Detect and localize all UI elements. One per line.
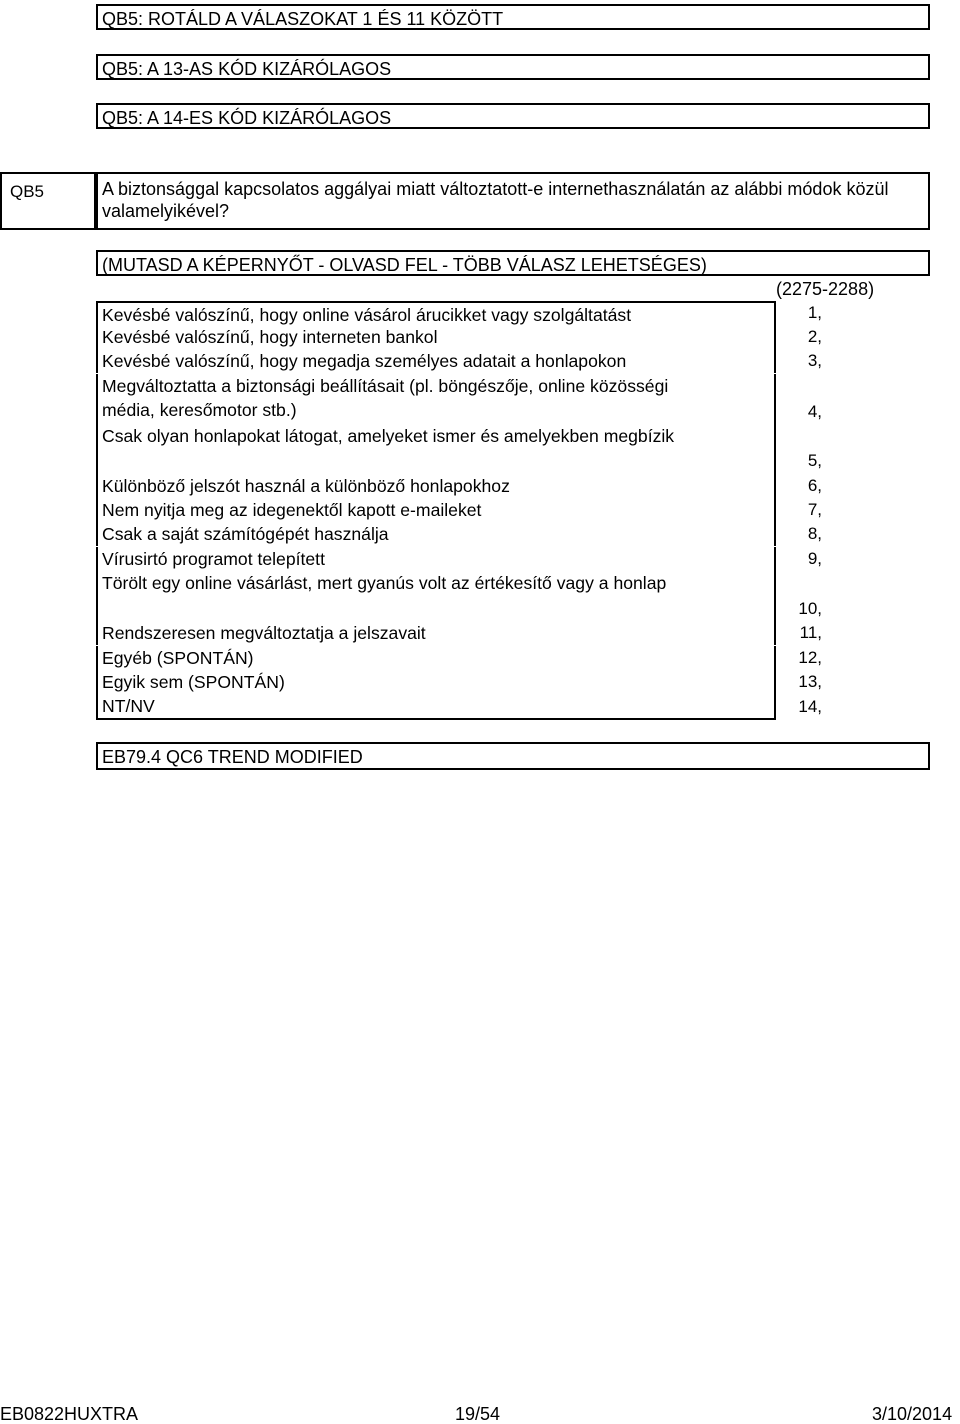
footer-date: 3/10/2014 — [872, 1404, 953, 1424]
option-label: Törölt egy online vásárlást, mert gyanús volt az értékesítő vagy a honlap — [102, 573, 667, 593]
option-label: Egyik sem (SPONTÁN) — [102, 672, 285, 692]
option-3 — [96, 349, 776, 373]
option-code: 1, — [807, 303, 822, 322]
option-code: 2, — [807, 327, 822, 346]
option-11 — [96, 621, 776, 645]
option-label: Kevésbé valószínű, hogy interneten bankol — [102, 327, 438, 347]
option-code: 3, — [807, 351, 822, 370]
option-code: 5, — [807, 451, 822, 470]
option-14 — [96, 694, 776, 720]
option-code: 9, — [807, 549, 822, 568]
instruction-code-14: QB5: A 14-ES KÓD KIZÁRÓLAGOS — [96, 103, 930, 129]
code-range: (2275-2288) — [776, 279, 875, 299]
instruction-rotate: QB5: ROTÁLD A VÁLASZOKAT 1 ÉS 11 KÖZÖTT — [96, 4, 930, 30]
option-code: 4, — [807, 402, 822, 421]
option-9 — [96, 547, 776, 571]
show-instruction: (MUTASD A KÉPERNYŐT - OLVASD FEL - TÖBB VÁLASZ LEHETSÉGES) — [96, 250, 930, 276]
option-7 — [96, 498, 776, 522]
option-code: 14, — [798, 697, 822, 716]
option-6 — [96, 474, 776, 498]
trend-note: EB79.4 QC6 TREND MODIFIED — [96, 742, 930, 770]
option-label: Csak a saját számítógépét használja — [102, 524, 389, 544]
option-label-line2: média, keresőmotor stb.) — [102, 400, 297, 420]
option-12 — [96, 646, 776, 670]
option-code: 7, — [807, 500, 822, 519]
option-code: 10, — [798, 599, 822, 618]
option-label-line1: Megváltoztatta a biztonsági beállításait (pl. böngészője, online közösségi — [102, 376, 669, 396]
option-4 — [96, 374, 776, 424]
question-id: QB5 — [0, 172, 96, 230]
option-label: Vírusirtó programot telepített — [102, 549, 325, 569]
option-code: 12, — [798, 648, 822, 667]
option-code: 11, — [799, 623, 822, 642]
question-text: A biztonsággal kapcsolatos aggályai miatt változtatott-e internethasználatán az alábbi módok közül valamelyikével? — [96, 172, 930, 230]
footer-page-number: 19/54 — [455, 1404, 501, 1424]
instruction-code-13: QB5: A 13-AS KÓD KIZÁRÓLAGOS — [96, 54, 930, 80]
option-label: Egyéb (SPONTÁN) — [102, 648, 254, 668]
option-5 — [96, 424, 776, 474]
option-code: 6, — [807, 476, 822, 495]
option-label: Rendszeresen megváltoztatja a jelszavait — [102, 623, 426, 643]
option-label: Különböző jelszót használ a különböző honlapokhoz — [102, 476, 510, 496]
option-1 — [96, 301, 776, 325]
option-2 — [96, 325, 776, 349]
option-13 — [96, 670, 776, 694]
option-label: Nem nyitja meg az idegenektől kapott e-maileket — [102, 500, 482, 520]
footer-doc-id: EB0822HUXTRA — [0, 1404, 139, 1424]
option-8 — [96, 522, 776, 546]
option-10 — [96, 571, 776, 621]
option-code: 13, — [798, 672, 822, 691]
option-label: Kevésbé valószínű, hogy megadja személyes adatait a honlapokon — [102, 351, 627, 371]
option-code: 8, — [807, 524, 822, 543]
option-label: Kevésbé valószínű, hogy online vásárol árucikket vagy szolgáltatást — [102, 305, 632, 325]
option-label: Csak olyan honlapokat látogat, amelyeket ismer és amelyekben megbízik — [102, 426, 675, 446]
option-label: NT/NV — [102, 696, 155, 716]
